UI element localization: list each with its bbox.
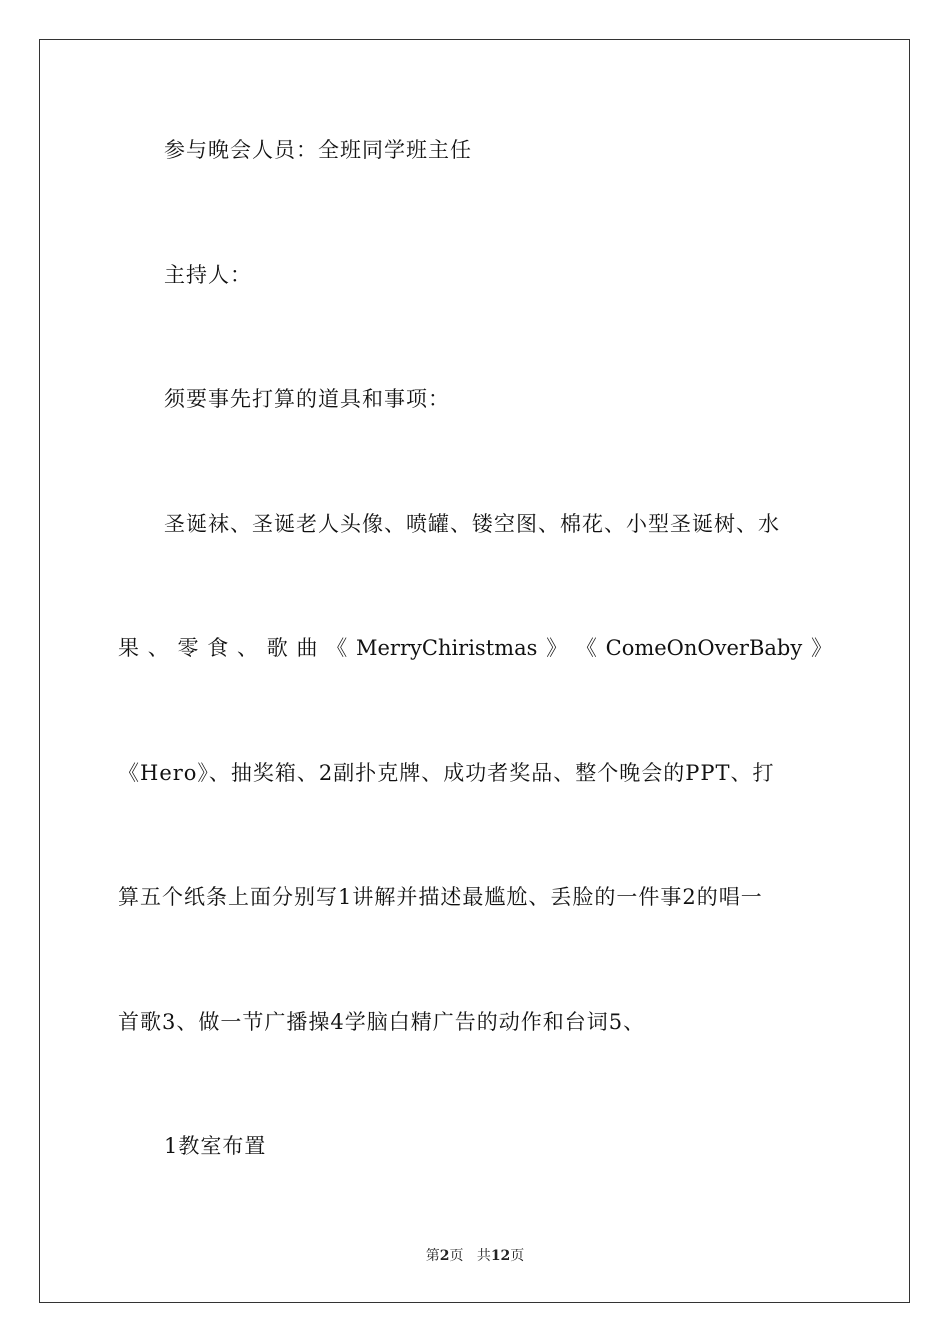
props-list-line-3: 《Hero》、抽奖箱、2副扑克牌、成功者奖品、整个晚会的PPT、打 bbox=[118, 761, 775, 785]
token: 》 bbox=[546, 636, 568, 660]
footer-page-prefix: 第 bbox=[425, 1248, 440, 1264]
token: 、 bbox=[147, 636, 169, 660]
section-heading: 1教室布置 bbox=[164, 1134, 267, 1158]
token: 》 bbox=[810, 636, 832, 660]
token: 果 bbox=[118, 636, 139, 660]
props-list-line-4: 算五个纸条上面分别写1讲解并描述最尴尬、丢脸的一件事2的唱一 bbox=[118, 885, 763, 909]
footer-total-suffix: 页 bbox=[510, 1248, 525, 1264]
footer-page-suffix: 页 bbox=[449, 1248, 464, 1264]
props-heading: 须要事先打算的道具和事项： bbox=[164, 387, 450, 411]
footer-total-number: 12 bbox=[490, 1248, 511, 1264]
props-list-line-1: 圣诞袜、圣诞老人头像、喷罐、镂空图、棉花、小型圣诞树、水 bbox=[164, 512, 780, 536]
token: 零 bbox=[177, 636, 199, 660]
token: 食 bbox=[207, 636, 229, 660]
token: 歌 bbox=[266, 636, 288, 660]
song-title: MerryChiristmas bbox=[356, 636, 538, 660]
token: 《 bbox=[575, 636, 597, 660]
props-list-line-2 bbox=[118, 633, 832, 663]
song-title: ComeOnOverBaby bbox=[605, 636, 803, 660]
token: 、 bbox=[237, 636, 258, 660]
page-footer bbox=[0, 1246, 950, 1266]
page-border bbox=[39, 39, 910, 1303]
footer-total-prefix: 共 bbox=[476, 1248, 491, 1264]
props-list-line-5: 首歌3、做一节广播操4学脑白精广告的动作和台词5、 bbox=[118, 1010, 646, 1034]
participants-line: 参与晚会人员：全班同学班主任 bbox=[164, 138, 472, 162]
footer-page-number: 2 bbox=[439, 1248, 450, 1264]
host-line: 主持人： bbox=[164, 263, 252, 287]
token: 《 bbox=[326, 636, 348, 660]
token: 曲 bbox=[296, 636, 318, 660]
